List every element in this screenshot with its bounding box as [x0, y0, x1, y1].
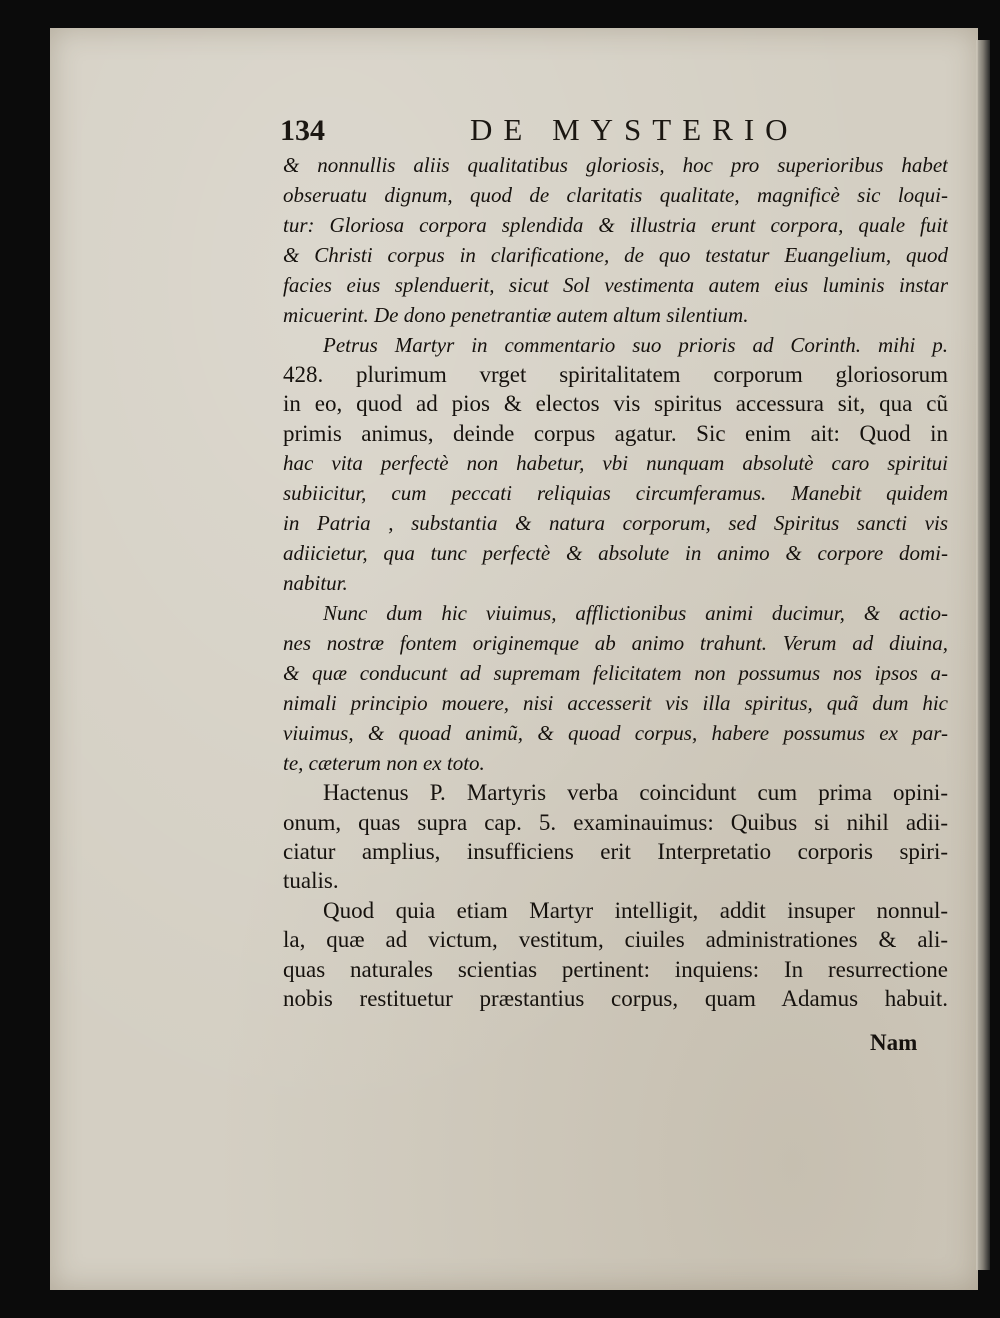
text-line: onum, quas supra cap. 5. examinauimus: Quibus si nihil adii- — [283, 809, 948, 835]
text-line: adiicietur, qua tunc perfectè & absolute in animo & corpore domi- — [283, 541, 948, 566]
text-line: primis animus, deinde corpus agatur. Sic enim ait: Quod in — [283, 420, 948, 446]
page-edge-shadow — [976, 40, 990, 1270]
text-line: in eo, quod ad pios & electos vis spiritus accessura sit, qua cũ — [283, 391, 948, 417]
text-line: hac vita perfectè non habetur, vbi nunquam absolutè caro spiritui — [283, 451, 948, 476]
text-line: Hactenus P. Martyris verba coincidunt cum prima opini- — [323, 780, 948, 806]
text-line: viuimus, & quoad animũ, & quoad corpus, habere possumus ex par- — [283, 721, 948, 746]
text-line: & quæ conducunt ad supremam felicitatem non possumus nos ipsos a- — [283, 661, 948, 686]
text-line: micuerint. De dono penetrantiæ autem altum silentium. — [283, 303, 749, 327]
text-line: facies eius splenduerit, sicut Sol vestimenta autem eius luminis instar — [283, 273, 948, 297]
text-line: & Christi corpus in clarificatione, de quo testatur Euangelium, quod — [283, 243, 948, 267]
page-number: 134 — [280, 114, 325, 147]
text-line: ciatur amplius, insufficiens erit Interpretatio corporis spiri- — [283, 838, 948, 864]
text-line: Nunc dum hic viuimus, afflictionibus animi ducimur, & actio- — [323, 601, 948, 626]
text-line: in Patria , substantia & natura corporum, sed Spiritus sancti vis — [283, 511, 948, 536]
text-line: obseruatu dignum, quod de claritatis qualitate, magnificè sic loqui- — [283, 183, 948, 207]
text-line: quas naturales scientias pertinent: inquiens: In resurrectione — [283, 956, 948, 982]
text-line: te, cæterum non ex toto. — [283, 751, 485, 776]
text-line: nabitur. — [283, 571, 348, 596]
text-line: nobis restituetur præstantius corpus, quam Adamus habuit. — [283, 985, 948, 1011]
text-line: tualis. — [283, 868, 339, 894]
text-line: tur: Gloriosa corpora splendida & illustria erunt corpora, quale fuit — [283, 213, 948, 237]
text-line: & nonnullis aliis qualitatibus gloriosis, hoc pro superioribus habet — [283, 153, 948, 177]
text-line: Quod quia etiam Martyr intelligit, addit insuper nonnul- — [323, 897, 948, 923]
text-line: subiicitur, cum peccati reliquias circumferamus. Manebit quidem — [283, 481, 948, 506]
text-line: 428. plurimum vrget spiritalitatem corporum gloriosorum — [283, 362, 948, 387]
page-header — [280, 108, 800, 154]
text-line: nimali principio mouere, nisi accesserit vis illa spiritus, quã dum hic — [283, 691, 948, 716]
body-text — [283, 150, 948, 1013]
text-line: la, quæ ad victum, vestitum, ciuiles administrationes & ali- — [283, 927, 948, 953]
running-title: DE MYSTERIO — [470, 112, 799, 147]
text-line: Petrus Martyr in commentario suo prioris ad Corinth. mihi p. — [323, 333, 948, 357]
text-line: nes nostræ fontem originemque ab animo trahunt. Verum ad diuina, — [283, 631, 948, 656]
catchword: Nam — [870, 1030, 918, 1055]
